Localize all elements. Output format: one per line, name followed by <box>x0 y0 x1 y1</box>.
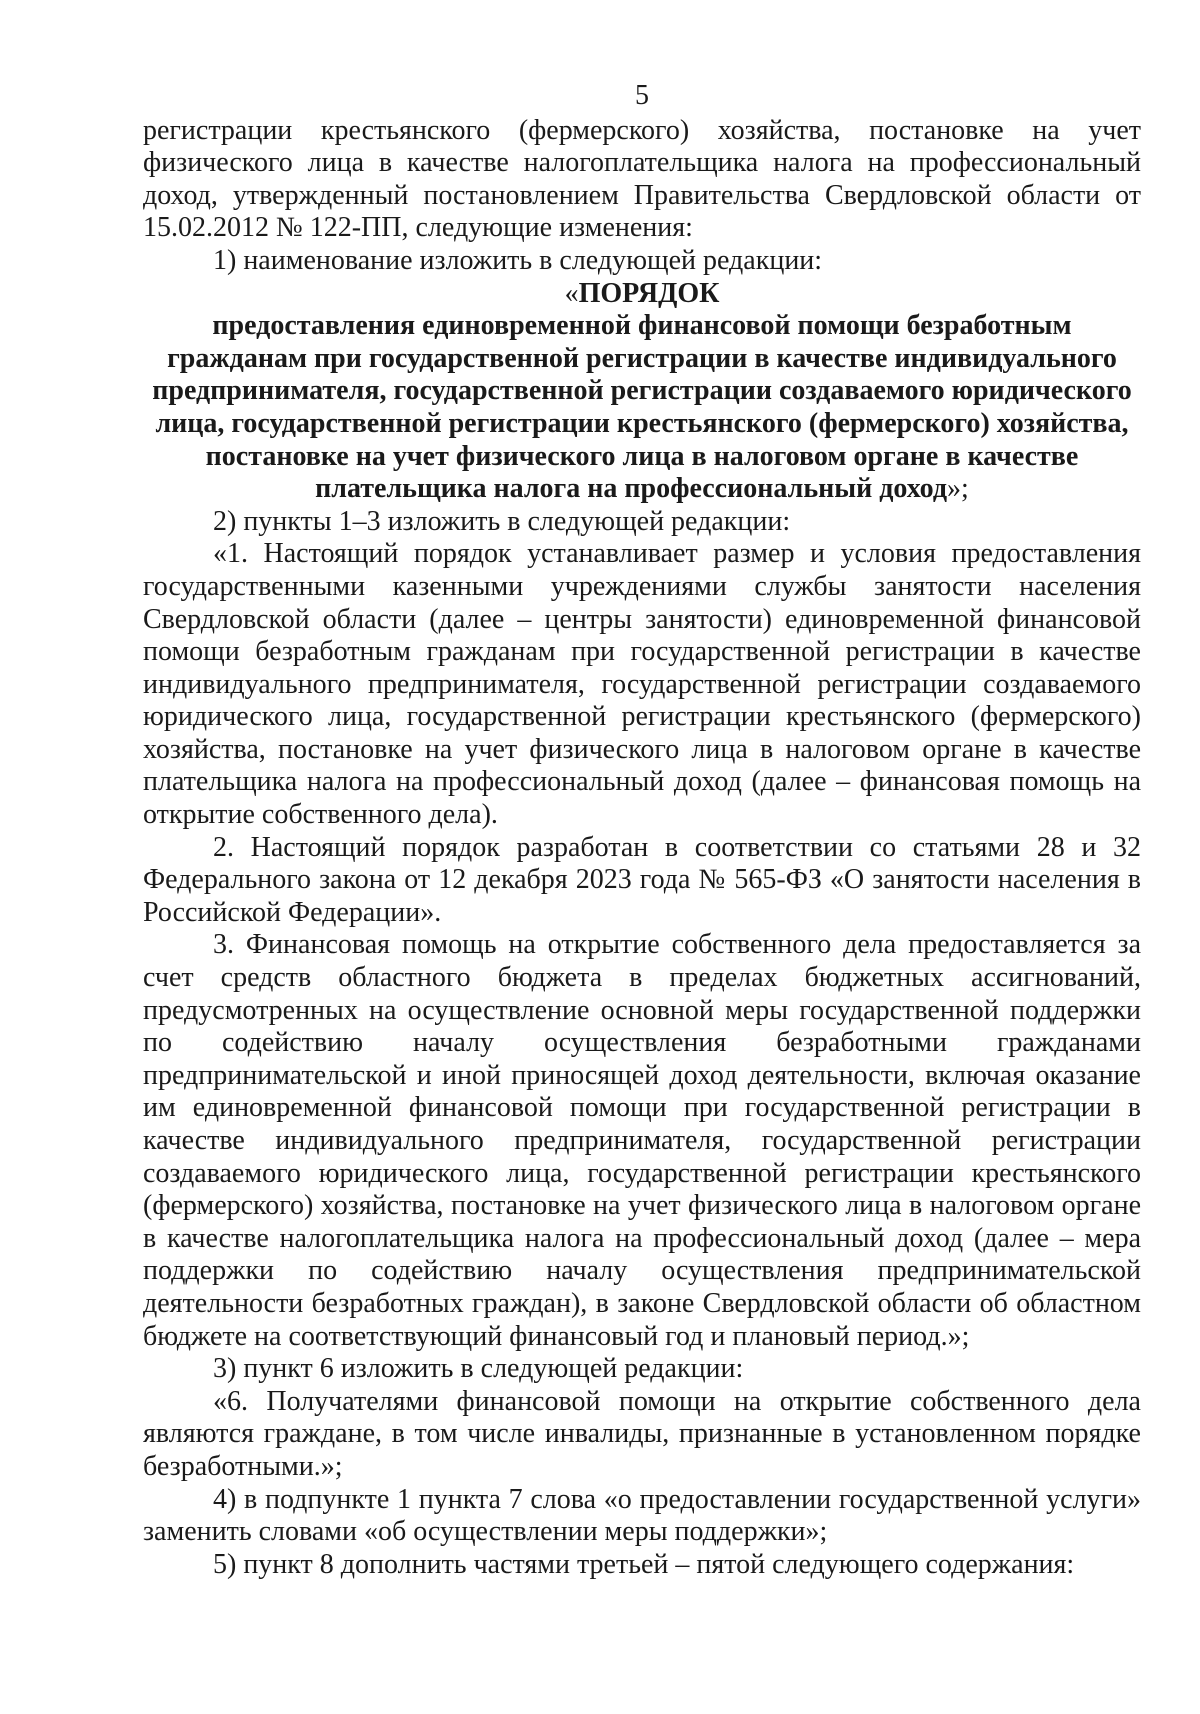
heading-closing: »; <box>947 473 969 505</box>
intro-paragraph: регистрации крестьянского (фермерского) хозяйства, постановке на учет физического лица в качестве налогоплательщика налога на профессиональный доход, утвержденный постановлением Правительства Свердловской области от 15.02.2012 № 122-ПП, следующие изменения: <box>143 114 1141 244</box>
amendment-item-2: 2) пункты 1–3 изложить в следующей редакции: <box>213 505 791 537</box>
point-6-paragraph: «6. Получателями финансовой помощи на открытие собственного дела являются граждане, в том числе инвалиды, признанные в установленном порядке безработными.»; <box>143 1385 1141 1482</box>
point-3-paragraph: 3. Финансовая помощь на открытие собственного дела предоставляется за счет средств областного бюджета в пределах бюджетных ассигнований, предусмотренных на осуществление основной меры государственной поддержки по содействию началу осуществления безработными гражданами предпринимательской и иной приносящей доход деятельности, включая оказание им единовременной финансовой помощи при государственной регистрации в качестве индивидуального предпринимателя, государственной регистрации создаваемого юридического лица, государственной регистрации крестьянского (фермерского) хозяйства, постановке на учет физического лица в налоговом органе в качестве налогоплательщика налога на профессиональный доход (далее – мера поддержки по содействию началу осуществления предпринимательской деятельности безработных граждан), в законе Свердловской области об областном бюджете на соответствующий финансовый год и плановый период.»; <box>143 929 1141 1352</box>
amendment-item-3: 3) пункт 6 изложить в следующей редакции: <box>213 1353 744 1385</box>
point-2-paragraph: 2. Настоящий порядок разработан в соответствии со статьями 28 и 32 Федерального закона от 12 декабря 2023 года № 565-ФЗ «О занятости населения в Российской Федерации». <box>143 831 1141 928</box>
amendment-item-4: 4) в подпункте 1 пункта 7 слова «о предоставлении государственной услуги» заменить словами «об осуществлении меры поддержки»; <box>143 1483 1141 1548</box>
heading-title-text: ПОРЯДОК <box>578 277 720 309</box>
page-number: 5 <box>635 80 649 111</box>
amendment-item-1: 1) наименование изложить в следующей редакции: <box>213 244 823 276</box>
heading-title <box>143 278 1141 311</box>
heading-open-quote: « <box>564 277 579 309</box>
heading-body-text: предоставления единовременной финансовой помощи безработным гражданам при государственной регистрации в качестве индивидуального предпринимателя, государственной регистрации создаваемого юридического лица, государственной регистрации крестьянского (фермерского) хозяйства, постановке на учет физического лица в налоговом органе в качестве плательщика налога на профессиональный доход <box>152 310 1132 505</box>
point-1-paragraph: «1. Настоящий порядок устанавливает размер и условия предоставления государственными казенными учреждениями службы занятости населения Свердловской области (далее – центры занятости) единовременной финансовой помощи безработным гражданам при государственной регистрации в качестве индивидуального предпринимателя, государственной регистрации создаваемого юридического лица, государственной регистрации крестьянского (фермерского) хозяйства, постановке на учет физического лица в налоговом органе в качестве плательщика налога на профессиональный доход (далее – финансовая помощь на открытие собственного дела). <box>143 538 1141 831</box>
amendment-item-5: 5) пункт 8 дополнить частями третьей – пятой следующего содержания: <box>213 1548 1075 1580</box>
heading-body <box>143 310 1141 506</box>
document-page <box>143 80 1141 1581</box>
